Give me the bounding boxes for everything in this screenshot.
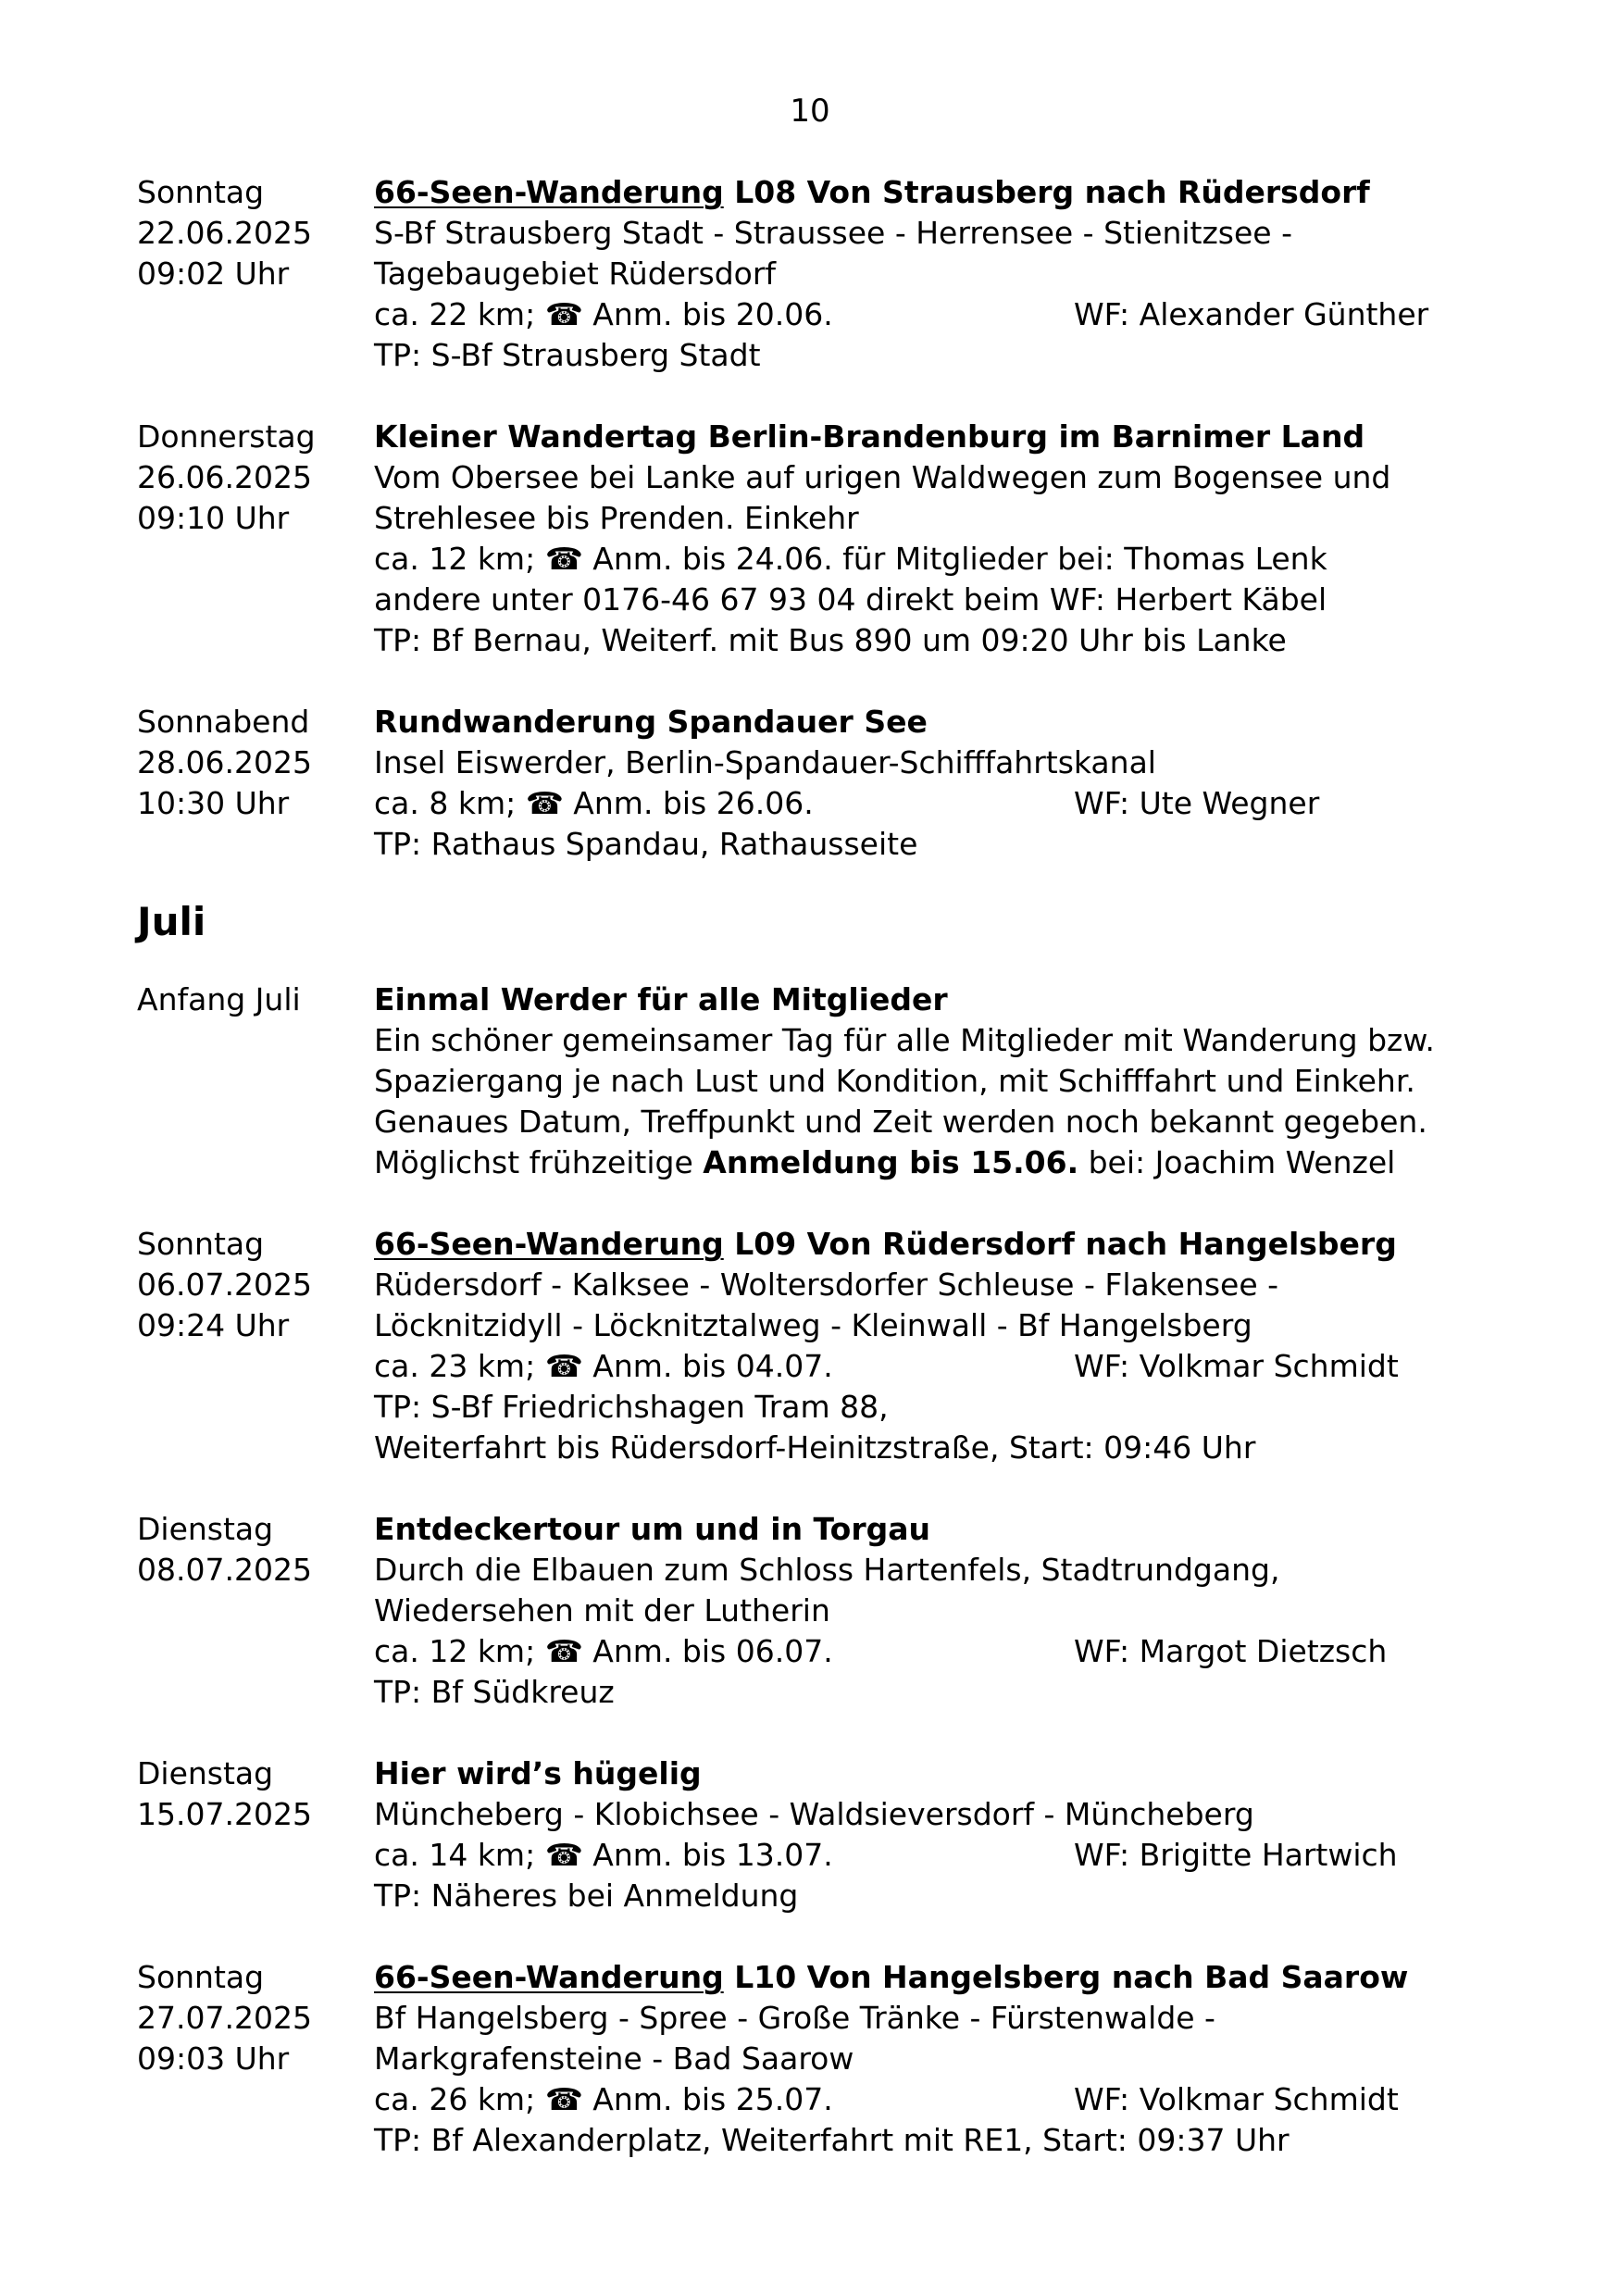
event-title: Kleiner Wandertag Berlin-Brandenburg im Barnimer Land xyxy=(374,418,1365,455)
event-description: Spaziergang je nach Lust und Kondition, mit Schifffahrt und Einkehr. xyxy=(374,1063,1415,1099)
event-registration: Anm. bis 25.07. xyxy=(582,2081,833,2117)
phone-icon: ☎ xyxy=(544,1837,583,1873)
event-time: 09:03 Uhr xyxy=(137,2040,290,2077)
event-distance: ca. 26 km; xyxy=(374,2081,545,2117)
event-distance: ca. 14 km; xyxy=(374,1837,545,1873)
event-meeting-point: TP: Bf Alexanderplatz, Weiterfahrt mit RE1, Start: 09:37 Uhr xyxy=(374,2122,1290,2158)
event-guide: WF: Brigitte Hartwich xyxy=(1074,1837,1398,1873)
event-date-block xyxy=(137,172,374,376)
event-entry xyxy=(137,1224,1498,1468)
event-guide: WF: Ute Wegner xyxy=(1074,785,1320,821)
event-entry xyxy=(137,1509,1498,1713)
event-description: Genaues Datum, Treffpunkt und Zeit werden noch bekannt gegeben. xyxy=(374,1104,1427,1140)
event-description: Strehlesee bis Prenden. Einkehr xyxy=(374,500,859,536)
event-day: Donnerstag xyxy=(137,418,316,455)
event-entry xyxy=(137,1753,1498,1916)
event-details xyxy=(374,172,1498,376)
event-title xyxy=(374,172,1498,213)
event-distance: ca. 23 km; xyxy=(374,1348,545,1384)
event-title xyxy=(374,1224,1498,1265)
event-entry xyxy=(137,417,1498,661)
event-date-block xyxy=(137,702,374,865)
event-route: Löcknitzidyll - Löcknitztalweg - Kleinwall - Bf Hangelsberg xyxy=(374,1307,1252,1343)
event-registration: Anm. bis 24.06. für Mitglieder bei: Thomas Lenk xyxy=(582,541,1327,577)
event-date: 22.06.2025 xyxy=(137,215,312,251)
event-registration-other: andere unter 0176-46 67 93 04 direkt beim WF: Herbert Käbel xyxy=(374,581,1327,618)
event-details xyxy=(374,1753,1498,1916)
phone-icon: ☎ xyxy=(544,2081,583,2117)
event-guide: WF: Volkmar Schmidt xyxy=(1074,1348,1399,1384)
phone-icon: ☎ xyxy=(544,1633,583,1669)
series-name: 66-Seen-Wanderung xyxy=(374,1226,724,1262)
event-distance: ca. 8 km; xyxy=(374,785,526,821)
event-route: Bf Hangelsberg - Spree - Große Tränke - Fürstenwalde - xyxy=(374,2000,1215,2036)
event-entry xyxy=(137,172,1498,376)
event-title-text: L08 Von Strausberg nach Rüdersdorf xyxy=(723,174,1370,210)
series-name: 66-Seen-Wanderung xyxy=(374,1959,724,1995)
event-registration: Anm. bis 04.07. xyxy=(582,1348,833,1384)
event-meeting-point: TP: S-Bf Strausberg Stadt xyxy=(374,337,761,373)
series-name: 66-Seen-Wanderung xyxy=(374,174,724,210)
event-time: 09:10 Uhr xyxy=(137,500,290,536)
phone-icon: ☎ xyxy=(544,1348,583,1384)
event-date: 26.06.2025 xyxy=(137,459,312,495)
event-date: 15.07.2025 xyxy=(137,1796,312,1832)
event-details xyxy=(374,1509,1498,1713)
event-route: Insel Eiswerder, Berlin-Spandauer-Schifffahrtskanal xyxy=(374,744,1156,780)
event-meeting-point: TP: Bf Südkreuz xyxy=(374,1674,615,1710)
event-meta xyxy=(374,2079,1498,2120)
event-details xyxy=(374,417,1498,661)
event-date-block xyxy=(137,1957,374,2161)
event-day: Sonntag xyxy=(137,1959,265,1995)
event-list xyxy=(137,172,1498,2202)
event-details xyxy=(374,980,1498,1183)
event-route: S-Bf Strausberg Stadt - Straussee - Herrensee - Stienitzsee - xyxy=(374,215,1292,251)
event-registration: Anm. bis 26.06. xyxy=(563,785,814,821)
event-date-block xyxy=(137,417,374,661)
registration-deadline: Anmeldung bis 15.06. xyxy=(703,1144,1079,1180)
event-day: Sonntag xyxy=(137,174,265,210)
event-day: Sonnabend xyxy=(137,704,310,740)
event-meta xyxy=(374,1835,1498,1876)
phone-icon: ☎ xyxy=(544,541,583,577)
event-time: 10:30 Uhr xyxy=(137,785,290,821)
event-description: Wiedersehen mit der Lutherin xyxy=(374,1592,830,1628)
event-date: 27.07.2025 xyxy=(137,2000,312,2036)
event-meta xyxy=(374,1346,1498,1387)
page-number: 10 xyxy=(790,93,830,130)
event-day: Dienstag xyxy=(137,1755,274,1791)
event-meeting-point: Weiterfahrt bis Rüdersdorf-Heinitzstraße, Start: 09:46 Uhr xyxy=(374,1429,1256,1466)
event-meta xyxy=(374,1631,1498,1672)
event-title: Einmal Werder für alle Mitglieder xyxy=(374,981,948,1017)
event-route: Tagebaugebiet Rüdersdorf xyxy=(374,256,777,292)
event-guide: WF: Alexander Günther xyxy=(1074,296,1429,332)
event-distance: ca. 22 km; xyxy=(374,296,545,332)
event-date-block xyxy=(137,1224,374,1468)
event-details xyxy=(374,1224,1498,1468)
event-meeting-point: TP: Näheres bei Anmeldung xyxy=(374,1878,799,1914)
event-meta xyxy=(374,783,1498,824)
event-distance: ca. 12 km; xyxy=(374,541,545,577)
phone-icon: ☎ xyxy=(544,296,583,332)
event-distance: ca. 12 km; xyxy=(374,1633,545,1669)
registration-text: Möglichst frühzeitige xyxy=(374,1144,704,1180)
event-meeting-point: TP: Bf Bernau, Weiterf. mit Bus 890 um 09:20 Uhr bis Lanke xyxy=(374,622,1287,658)
event-route: Markgrafensteine - Bad Saarow xyxy=(374,2040,854,2077)
event-date: 08.07.2025 xyxy=(137,1552,312,1588)
event-description: Vom Obersee bei Lanke auf urigen Waldwegen zum Bogensee und xyxy=(374,459,1391,495)
event-details xyxy=(374,1957,1498,2161)
event-description: Durch die Elbauen zum Schloss Hartenfels, Stadtrundgang, xyxy=(374,1552,1280,1588)
event-date-block xyxy=(137,980,374,1183)
event-registration: Anm. bis 06.07. xyxy=(582,1633,833,1669)
event-route: Müncheberg - Klobichsee - Waldsieversdorf - Müncheberg xyxy=(374,1796,1254,1832)
event-guide: WF: Volkmar Schmidt xyxy=(1074,2081,1399,2117)
event-meeting-point: TP: Rathaus Spandau, Rathausseite xyxy=(374,826,918,862)
event-meeting-point: TP: S-Bf Friedrichshagen Tram 88, xyxy=(374,1389,889,1425)
event-route: Rüdersdorf - Kalksee - Woltersdorfer Schleuse - Flakensee - xyxy=(374,1267,1279,1303)
event-day: Anfang Juli xyxy=(137,981,301,1017)
registration-contact: bei: Joachim Wenzel xyxy=(1078,1144,1396,1180)
event-entry xyxy=(137,980,1498,1183)
event-date: 28.06.2025 xyxy=(137,744,312,780)
phone-icon: ☎ xyxy=(525,785,564,821)
event-title xyxy=(374,1957,1498,1998)
event-entry xyxy=(137,1957,1498,2161)
event-title: Rundwanderung Spandauer See xyxy=(374,704,928,740)
event-description: Ein schöner gemeinsamer Tag für alle Mitglieder mit Wanderung bzw. xyxy=(374,1022,1435,1058)
event-details xyxy=(374,702,1498,865)
event-registration xyxy=(374,1142,1498,1183)
event-title-text: L10 Von Hangelsberg nach Bad Saarow xyxy=(723,1959,1409,1995)
event-guide: WF: Margot Dietzsch xyxy=(1074,1633,1388,1669)
event-meta xyxy=(374,294,1498,335)
event-date-block xyxy=(137,1509,374,1713)
event-time: 09:02 Uhr xyxy=(137,256,290,292)
event-day: Dienstag xyxy=(137,1511,274,1547)
event-date-block xyxy=(137,1753,374,1916)
month-heading: Juli xyxy=(137,899,206,944)
event-time: 09:24 Uhr xyxy=(137,1307,290,1343)
event-registration: Anm. bis 13.07. xyxy=(582,1837,833,1873)
event-title: Hier wird’s hügelig xyxy=(374,1755,702,1791)
event-title-text: L09 Von Rüdersdorf nach Hangelsberg xyxy=(723,1226,1397,1262)
event-date: 06.07.2025 xyxy=(137,1267,312,1303)
event-title: Entdeckertour um und in Torgau xyxy=(374,1511,931,1547)
event-meta xyxy=(374,539,1498,580)
event-registration: Anm. bis 20.06. xyxy=(582,296,833,332)
event-day: Sonntag xyxy=(137,1226,265,1262)
event-entry xyxy=(137,702,1498,865)
